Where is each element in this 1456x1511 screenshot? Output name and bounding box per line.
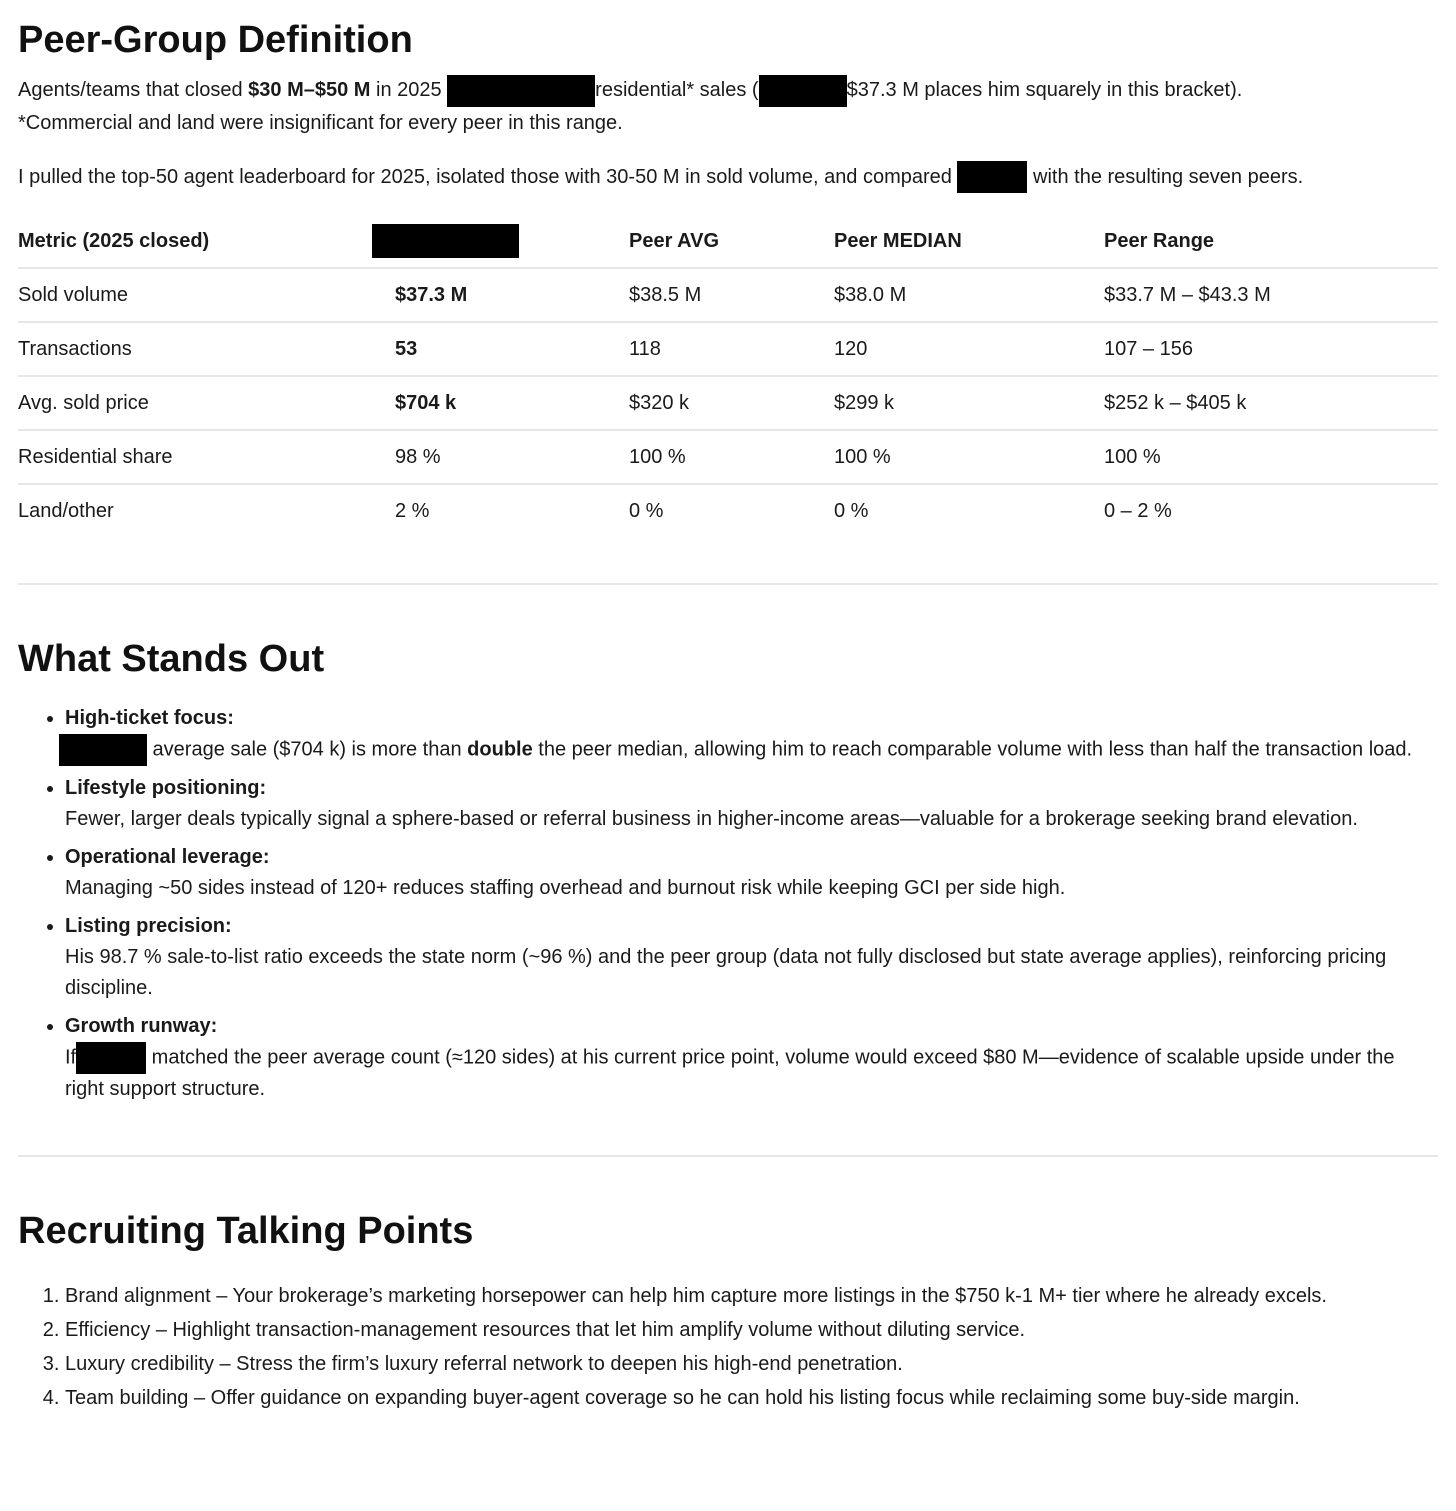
redaction <box>76 1042 146 1074</box>
text: His 98.7 % sale-to-list ratio exceeds the state norm (~96 %) and the peer group (data not fully disclosed but state average applies), reinforcing pricing discipline. <box>65 946 1387 1000</box>
cell-peer-range: 100 % <box>1104 430 1438 484</box>
cell-peer-median: $38.0 M <box>834 268 1104 322</box>
cell-metric: Sold volume <box>18 268 395 322</box>
bold-range: $30 M–$50 M <box>248 79 371 101</box>
talking-points-list <box>18 1279 1438 1415</box>
cell-peer-median: 100 % <box>834 430 1104 484</box>
text: residential* sales ( <box>595 79 759 101</box>
text: Managing ~50 sides instead of 120+ reduces staffing overhead and burnout risk while keeping GCI per side high. <box>65 877 1066 900</box>
list-item: 1. Brand alignment – Your brokerage’s marketing horsepower can help him capture more listings in the $750 k-1 M+ tier where he already excels. <box>65 1279 1438 1313</box>
divider <box>18 1155 1438 1157</box>
list-item <box>65 773 1438 835</box>
text: in 2025 <box>370 79 448 101</box>
list-item <box>65 911 1438 1004</box>
cell-peer-avg: 100 % <box>629 430 834 484</box>
cell-peer-avg: $320 k <box>629 376 834 430</box>
header-agent <box>395 215 629 268</box>
text: $37.3 M places him squarely in this bracket). <box>846 79 1243 101</box>
table-row <box>18 430 1438 484</box>
cell-agent: $37.3 M <box>395 268 629 322</box>
list-item <box>65 842 1438 904</box>
text: I pulled the top-50 agent leaderboard for 2025, isolated those with 30-50 M in sold volume, and compared <box>18 165 958 188</box>
item-heading: Listing precision: <box>65 915 232 938</box>
cell-peer-avg: 118 <box>629 322 834 376</box>
cell-peer-range: $252 k – $405 k <box>1104 376 1438 430</box>
table-row <box>18 484 1438 537</box>
cell-peer-avg: 0 % <box>629 499 664 522</box>
list-item: 2. Efficiency – Highlight transaction-management resources that let him amplify volume without diluting service. <box>65 1313 1438 1347</box>
cell-metric: Avg. sold price <box>18 376 395 430</box>
text: matched the peer average count (≈120 sides) at his current price point, volume would exceed $80 M—evidence of scalable upside under the right support structure. <box>65 1046 1395 1101</box>
item-heading: High-ticket focus: <box>65 707 234 730</box>
cell-agent: 2 % <box>395 499 430 522</box>
cell-peer-range: $33.7 M – $43.3 M <box>1104 268 1438 322</box>
intro-paragraph <box>18 74 1438 107</box>
divider <box>18 583 1438 585</box>
footnote: *Commercial and land were insignificant for every peer in this range. <box>18 111 623 134</box>
section-title-peer-group: Peer-Group Definition <box>18 19 413 61</box>
list-item <box>65 703 1438 766</box>
cell-peer-range: 107 – 156 <box>1104 322 1438 376</box>
redaction <box>447 75 595 107</box>
table-row <box>18 322 1438 376</box>
text: with the resulting seven peers. <box>1027 165 1304 188</box>
peer-comparison-table <box>18 215 1438 537</box>
redaction <box>59 734 147 766</box>
cell-agent: 98 % <box>395 430 629 484</box>
redaction <box>759 75 847 107</box>
header-metric: Metric (2025 closed) <box>18 215 395 268</box>
cell-peer-avg: $38.5 M <box>629 268 834 322</box>
header-peer-median: Peer MEDIAN <box>834 215 1104 268</box>
list-item: 3. Luxury credibility – Stress the firm’s luxury referral network to deepen his high-end penetration. <box>65 1347 1438 1381</box>
cell-agent: $704 k <box>395 376 629 430</box>
item-heading: Lifestyle positioning: <box>65 777 267 800</box>
header-peer-range: Peer Range <box>1104 215 1438 268</box>
cell-metric: Transactions <box>18 322 395 376</box>
text: Fewer, larger deals typically signal a sphere-based or referral business in higher-income areas—valuable for a brokerage seeking brand elevation. <box>65 808 1358 831</box>
text: the peer median, allowing him to reach comparable volume with less than half the transaction load. <box>532 738 1413 761</box>
cell-peer-median: $299 k <box>834 376 1104 430</box>
redaction <box>957 161 1027 193</box>
section-title-what-stands-out: What Stands Out <box>18 638 325 681</box>
section-title-recruiting: Recruiting Talking Points <box>18 1210 474 1253</box>
list-item: 4. Team building – Offer guidance on expanding buyer-agent coverage so he can hold his listing focus while reclaiming some buy-side margin. <box>65 1381 1438 1415</box>
table-row <box>18 376 1438 430</box>
cell-metric: Land/other <box>18 499 114 522</box>
text: If <box>65 1046 77 1069</box>
item-heading: Operational leverage: <box>65 846 270 869</box>
cell-peer-median: 120 <box>834 322 1104 376</box>
stands-out-list <box>18 703 1438 1105</box>
table-header-row <box>18 215 1438 268</box>
item-heading: Growth runway: <box>65 1015 218 1038</box>
cell-peer-range: 0 – 2 % <box>1104 499 1172 522</box>
list-item <box>65 1011 1438 1105</box>
redaction <box>372 224 519 258</box>
table-row <box>18 268 1438 322</box>
bold-text: double <box>467 738 533 761</box>
text: average sale ($704 k) is more than <box>147 738 468 761</box>
header-peer-avg: Peer AVG <box>629 215 834 268</box>
cell-agent: 53 <box>395 322 629 376</box>
cell-metric: Residential share <box>18 430 395 484</box>
method-paragraph <box>18 161 1438 194</box>
cell-peer-median: 0 % <box>834 499 869 522</box>
text: Agents/teams that closed <box>18 79 249 101</box>
